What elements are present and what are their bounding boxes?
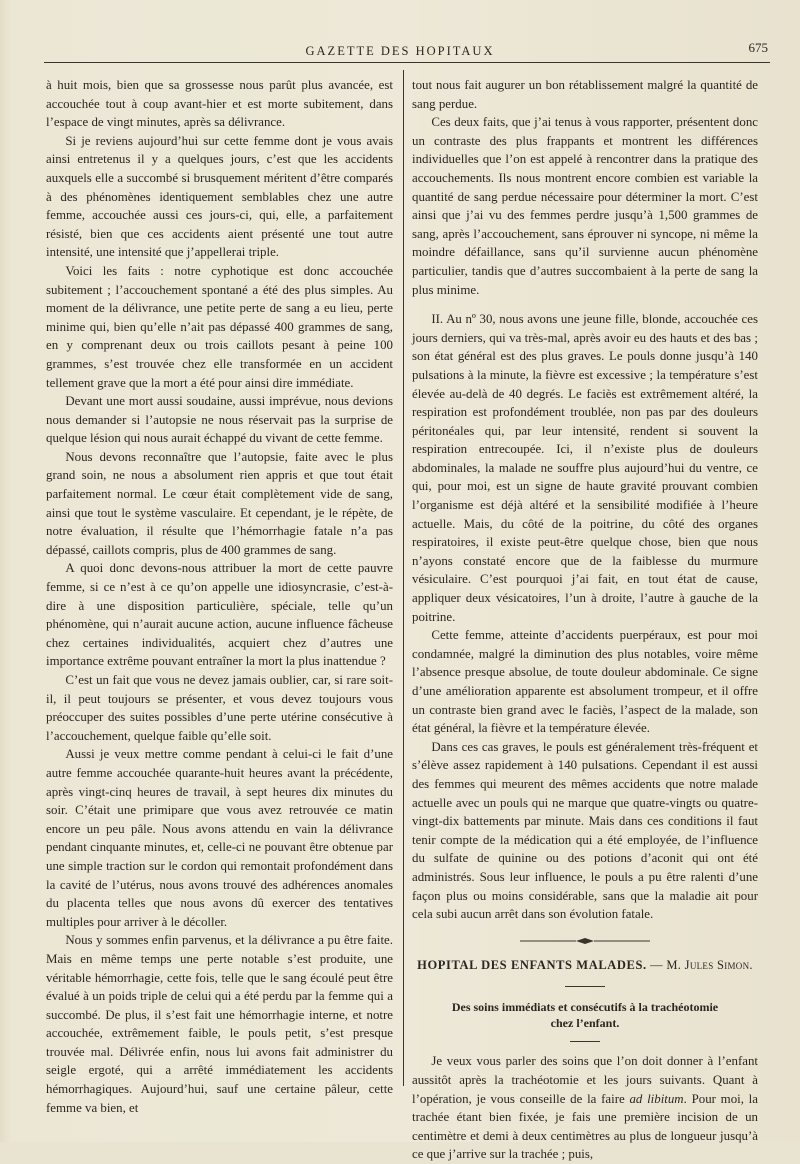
paragraph: Nous devons reconnaître que l’autopsie, faite avec le plus grand soin, ne nous a absolument rien appris et que tout était parfaitement normal. Le cœur était complètement vide de sang, ainsi que tout le système vasculaire. Et cependant, je le répète, de notre évaluation, il résulte que l’hémorrhagie fatale n’a pas dépassé, caillots compris, plus de 400 grammes de sang. xyxy=(46,449,393,557)
paragraph: Dans ces cas graves, le pouls est généralement très-fréquent et s’élève assez rapidement à 140 pulsations. Cependant il est aussi des femmes qui meurent des mêmes accidents que notre malade actuelle avec un pouls qui ne marque que quatre-vingts ou quatre-vingt-dix battements par minute. Mais dans ces conditions il faut tenir compte de la médication qui a été employée, de l’influence du sulfate de quinine ou des potions d’aconit qui ont été administrés. Sous leur influence, le pouls a pu être ralenti d’une façon plus ou moins considérable, sans que la maladie ait pour cela subi aucun arrêt dans son évolution fatale. xyxy=(412,739,758,922)
paragraph: C’est un fait que vous ne devez jamais oublier, car, si rare soit-il, il peut toujours se présenter, et vous devez toujours vous préoccuper des suites possibles d’une perte utérine consécutive à l’accouchement, quelque faible qu’elle soit. xyxy=(46,673,393,743)
right-column xyxy=(412,76,758,1162)
paragraph: à huit mois, bien que sa grossesse nous parût plus avancée, est accouchée tout à coup avant-hier et est morte subitement, dans l’espace de vingt minutes, après sa délivrance. xyxy=(46,78,393,130)
subtitle-rule xyxy=(570,1041,600,1042)
hospital-name: HOPITAL DES ENFANTS MALADES. xyxy=(417,957,647,972)
lecture-subtitle xyxy=(412,999,758,1031)
ornament-icon xyxy=(520,937,650,945)
subtitle-line: chez l’enfant. xyxy=(550,1016,620,1031)
column-divider xyxy=(403,70,404,1086)
paragraph xyxy=(412,1052,758,1164)
paragraph: Si je reviens aujourd’hui sur cette femme dont je vous avais ainsi entretenus il y a quelques jours, c’est que les accidents auxquels elle a succombé si brusquement méritent d’être comparés à des phénomènes identiquement semblables chez une autre femme, accouchée aussi ces jours-ci, qui, elle, a parfaitement résisté, bien que ces accidents aient présenté une tout autre intensité, une intensité que j’appellerai triple. xyxy=(46,133,393,260)
author-name: M. Jules Simon. xyxy=(666,957,753,972)
paragraph: Cette femme, atteinte d’accidents puerpéraux, est pour moi condamnée, malgré la diminution des plus notables, voire même l’absence presque absolue, de toute douleur abdominale. Ce signe d’une amélioration apparente est absolument trompeur, et il offre un contraste bien grand avec le faciès, l’aspect de la malade, son état général, la fièvre et la température élevée. xyxy=(412,628,758,736)
left-column xyxy=(46,76,393,1115)
subtitle-line: Des soins immédiats et consécutifs à la trachéotomie xyxy=(451,1000,719,1015)
paragraph-text: Je veux vous parler des soins que l’on doit donner à l’enfant aussitôt après la trachéotomie et les jours suivants. Quant à l’opération, je vous conseille de la faire xyxy=(412,1054,758,1106)
page-number: 675 xyxy=(748,40,768,55)
header-rule xyxy=(44,62,770,63)
latin-phrase: ad libitum xyxy=(629,1091,684,1106)
paragraph-text: . Pour moi, la trachée étant bien fixée, je fais une première incision de un centimètre et demi à deux centimètres au plus de longueur jusqu’à ce que j’arrive sur la trachée ; puis, xyxy=(412,1091,758,1162)
paragraph: tout nous fait augurer un bon rétablissement malgré la quantité de sang perdue. xyxy=(412,78,758,111)
section-heading xyxy=(412,956,758,975)
heading-dash: — xyxy=(646,957,667,972)
paragraph: A quoi donc devons-nous attribuer la mort de cette pauvre femme, si ce n’est à ce qu’on appelle une idiosyncrasie, c’est-à-dire à une disposition particulière, spéciale, telle qu’un phénomène, qui n’aurait aucune action, aucune influence fâcheuse chez certaines individualités, acquiert chez d’autres une importance extrême pouvant entraîner la mort la plus inattendue ? xyxy=(46,561,393,669)
paragraph: Ces deux faits, que j’ai tenus à vous rapporter, présentent donc un contraste des plus frappants et montrent les différences individuelles que l’on est appelé à rencontrer dans la pratique des accouchements. Ils nous montrent encore combien est variable la quantité de sang perdue nécessaire pour déterminer la mort. C’est ainsi que j’ai vu des femmes perdre jusqu’à 1,500 grammes de sang, après l’accouchement, sans éprouver ni syncope, ni même la moindre défaillance, sans qu’il survienne aucun phénomène particulier, tandis que d’autres succombaient à la perte de sang la plus minime. xyxy=(412,115,758,297)
paragraph: Voici les faits : notre cyphotique est donc accouchée subitement ; l’accouchement spontané a été des plus simples. Au moment de la délivrance, une petite perte de sang a eu lieu, perte minime qui, bien qu’elle n’ait pas dépassé 400 grammes de sang, en y comprenant deux ou trois caillots pesant à peine 100 grammes, s’est trouvée chez elle transformée en un accident tellement grave que la mort a été pour ainsi dire immédiate. xyxy=(46,263,393,390)
ornamental-divider xyxy=(412,932,758,940)
running-head xyxy=(0,40,800,62)
paragraph: Nous y sommes enfin parvenus, et la délivrance a pu être faite. Mais en même temps une perte notable s’est produite, une véritable hémorrhagie, cette fois, telle que le sang écoulé peut être évalué à un poids triple de celui qui a été perdu par la femme qui a succombé. De plus, il s’est fait une hémorrhagie interne, et notre accouchée, extrêmement faible, le pouls petit, s’est presque trouvée mal. Délivrée enfin, nous lui avons fait administrer du seigle ergoté, qui a arrêté immédiatement les accidents hémorrhagiques. Aujourd’hui, sauf une certaine pâleur, cette femme va bien, et xyxy=(46,933,393,1115)
paragraph: II. Au nº 30, nous avons une jeune fille, blonde, accouchée ces jours derniers, qui va très-mal, après avoir eu des hauts et des bas ; son état général est des plus graves. Le pouls donne jusqu’à 140 pulsations à la minute, la fièvre est excessive ; la température s’est élevée au-delà de 40 degrés. Le faciès est extrêmement altéré, la respiration est profondément troublée, non pas par des douleurs péritonéales qui, par leur intensité, rendent si souvent la respiration entrecoupée. Ici, il n’existe plus de douleurs abdominales, la malade ne souffre plus aujourd’hui du ventre, ce qui, pour moi, est un signe de haute gravité prouvant combien l’organisme est déjà altéré et la sensibilité modifiée à l’heure actuelle. Mais, du côté de la poitrine, du côté des organes respiratoires, il existe peut-être quelque chose, bien que nous n’ayons constaté encore que de la faiblesse du murmure vésiculaire. C’est pourquoi j’ai fait, en tout état de cause, appliquer deux vésicatoires, l’un à droite, l’autre à gauche de la poitrine. xyxy=(412,312,758,624)
journal-title: GAZETTE DES HOPITAUX xyxy=(305,44,495,58)
section-rule xyxy=(565,986,605,987)
paragraph: Devant une mort aussi soudaine, aussi imprévue, nous devions nous demander si l’autopsie ne nous réservait pas la surprise de quelque lésion qui nous aurait échappé du vivant de cette femme. xyxy=(46,394,393,446)
paragraph: Aussi je veux mettre comme pendant à celui-ci le fait d’une autre femme accouchée quarante-huit heures avant la précédente, après vingt-cinq heures de travail, à sept heures dix minutes du soir. C’était une primipare que vous avez retrouvée ce matin encore un peu pâle. Nous avons attendu en vain la délivrance pendant cinquante minutes, et, celle-ci ne pouvant être obtenue par une simple traction sur le cordon qui remontait profondément dans la cavité de l’utérus, nous avons trouvé des adhérences anomales du placenta telles que nous avons dû exercer des tentatives multiples pour arriver à le décoller. xyxy=(46,747,393,929)
